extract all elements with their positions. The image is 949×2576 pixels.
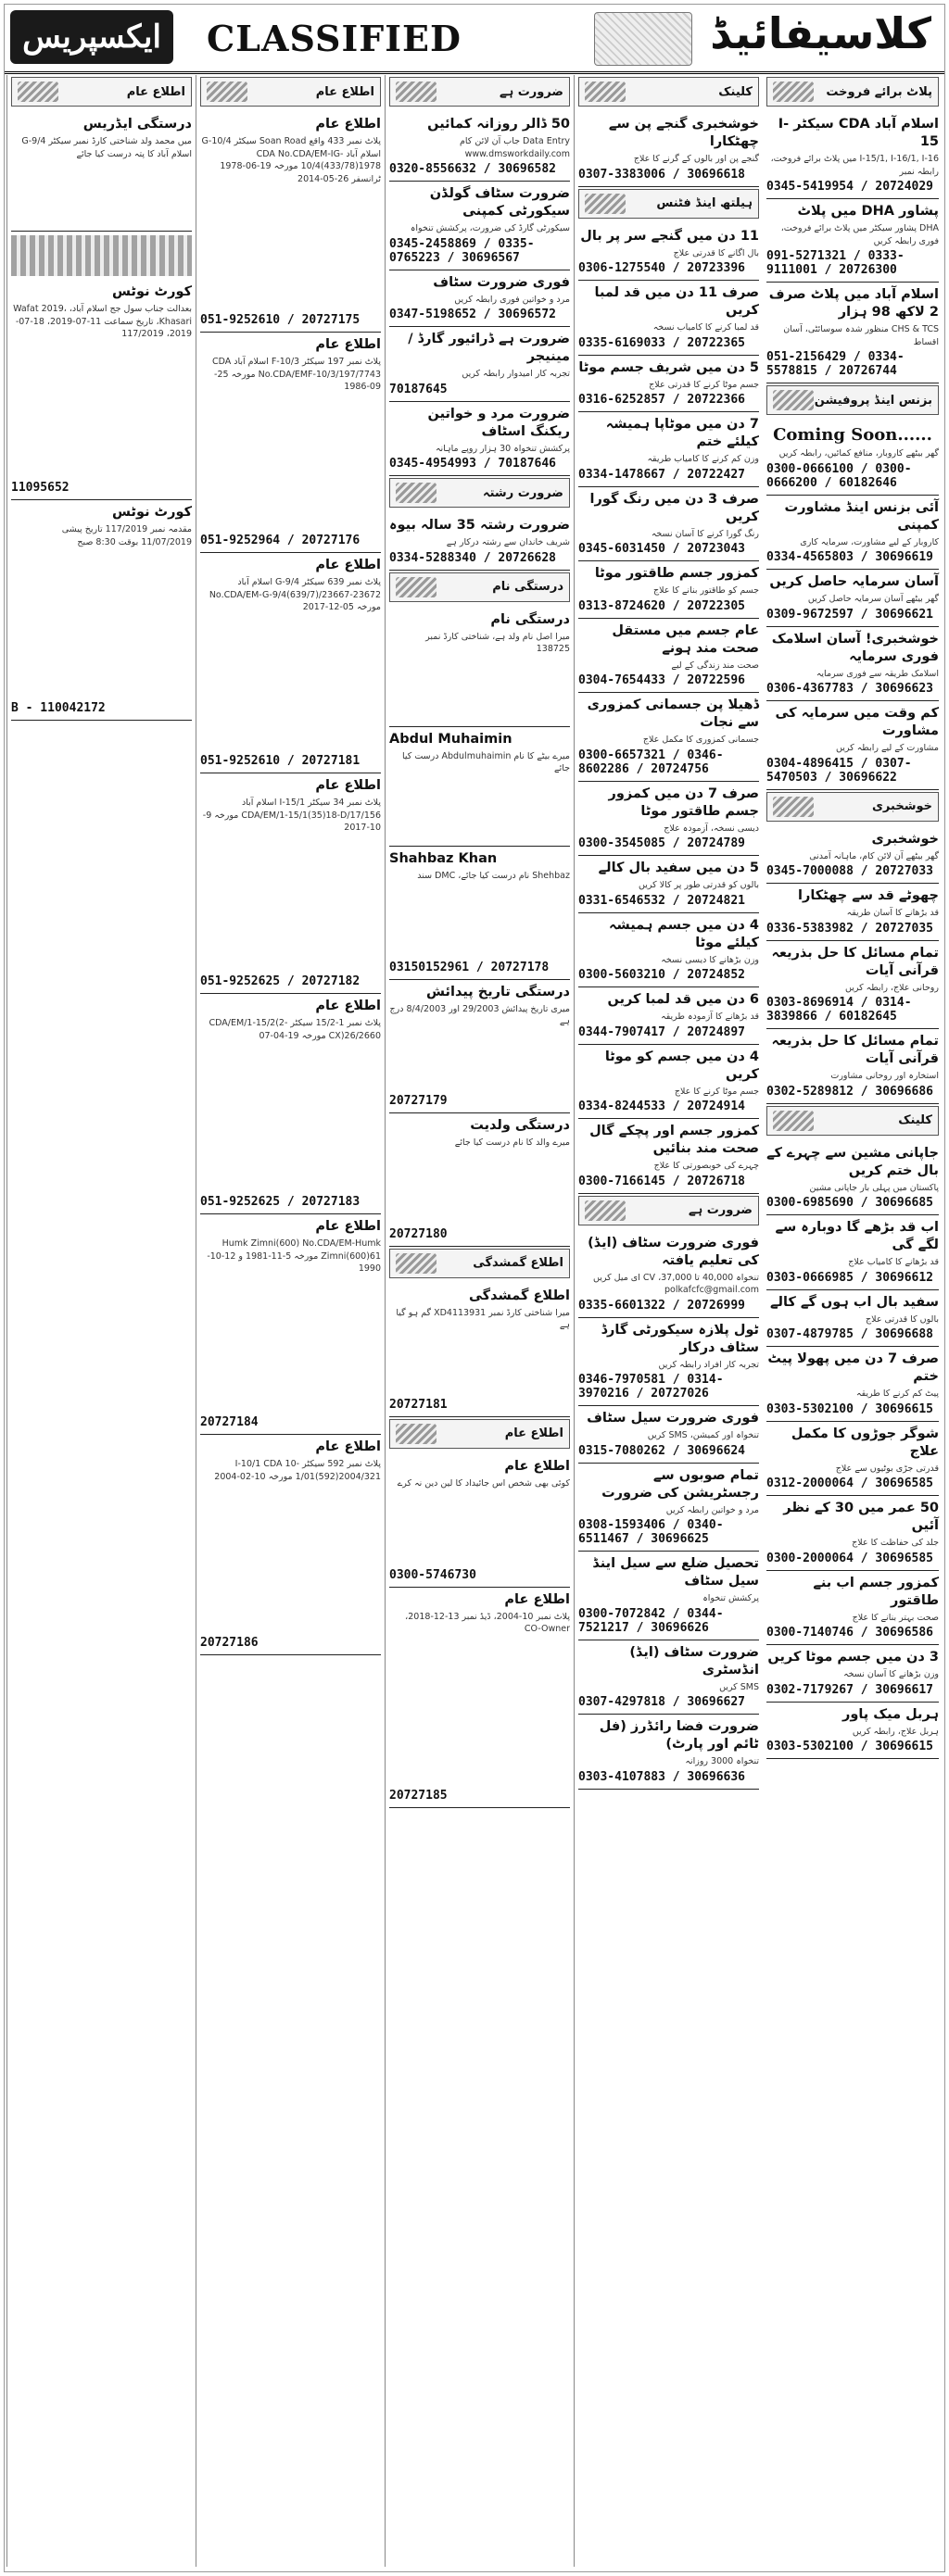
category-icon [773,390,814,410]
ad-item: خوشخبری! آسان اسلامک فوری سرمایہ اسلامک طریقہ سے فوری سرمایہ 0306-4367783 / 30696623 [766,627,939,702]
ad-item: ہربل میک پاور ہربل علاج، رابطہ کریں 0303-5302100 / 30696615 [766,1703,939,1760]
category-icon [396,82,437,102]
ad-item: Coming Soon...... گھر بیٹھے کاروبار، منافع کمائیں، رابطہ کریں 0300-0666100 / 0300-0666200 / 60182646 [766,421,939,496]
category-icon [585,1200,626,1221]
ad-item: اطلاع عام پلاٹ نمبر 592 سیکٹر I-10/1 CDA 10-1/01(592)2004/321 مورخہ 10-02-2004 20727186 [200,1435,381,1655]
ad-item: اطلاع عام پلاٹ نمبر 34 سیکٹر I-15/1 اسلام آباد CDA/EM/1-15/1(35)18-D/17/156 مورخہ 9-10-2017 051-9252625 / 20727182 [200,773,381,994]
ad-item: آئی بزنس اینڈ مشاورت کمپنی کاروبار کے لیے مشاورت، سرمایہ کاری 0334-4565803 / 30696619 [766,496,939,571]
category-header: بزنس اینڈ پروفیشن [766,385,939,415]
ad-item: فوری ضرورت سٹاف (ایڈ) کی تعلیم یافتہ تنخواہ 40,000 تا 37,000، CV ای میل کریں polkafcfc@gmail.com 0335-6601322 / 20726999 [578,1231,759,1318]
ad-item: کورٹ نوٹس بعدالت جناب سول جج اسلام آباد، Wafat 2019، Khasari، تاریخ سماعت 11-07-2019، 18-07-2019، 117/2019 11095652 [11,280,192,500]
ad-item: جاپانی مشین سے چہرے کے بال ختم کریں پاکستان میں پہلی بار جاپانی مشین 0300-6985690 / 30696685 [766,1141,939,1216]
ad-item: درستگی ایڈریس میں محمد ولد شناختی کارڈ نمبر سیکٹر G-9/4 اسلام آباد کا پتہ درست کیا جائے [11,112,192,232]
ad-item: تحصیل ضلع سے سیل اینڈ سیل سٹاف پرکشش تنخواہ 0300-7072842 / 0344-7521217 / 30696626 [578,1552,759,1640]
court-building-icon [11,235,192,276]
ad-item: فوری ضرورت سیل سٹاف تنخواہ اور کمیشن، SMS کریں 0315-7080262 / 30696624 [578,1406,759,1464]
category-icon [396,483,437,503]
ad-item: تمام مسائل کا حل بذریعہ قرآنی آیات روحانی علاج، رابطہ کریں 0303-8696914 / 0314-3839866 / 60182645 [766,941,939,1030]
ad-item: کورٹ نوٹس مقدمہ نمبر 117/2019 تاریخ پیشی 11/07/2019 بوقت 8:30 صبح B - 110042172 [11,500,192,721]
ad-item: فوری ضرورت سٹاف مرد و خواتین فوری رابطہ کریں 0347-5198652 / 30696572 [389,270,570,328]
category-header: اطلاع عام [11,77,192,107]
ad-item: ضرورت رشتہ 35 سالہ بیوہ شریف خاندان سے رشتہ درکار ہے 0334-5288340 / 20726628 [389,513,570,571]
ad-item: صرف 11 دن میں قد لمبا کریں قد لمبا کرنے کا کامیاب نسخہ 0335-6169033 / 20722365 [578,281,759,356]
category-icon [773,82,814,102]
ad-item: درستگی ولدیت میرے والد کا نام درست کیا جائے 20727180 [389,1113,570,1247]
ad-item: تمام صوبوں سے رجسٹریشن کی ضرورت مرد و خواتین رابطہ کریں 0308-1593406 / 0340-6511467 / 30696625 [578,1464,759,1552]
ad-item: تمام مسائل کا حل بذریعہ قرآنی آیات استخارہ اور روحانی مشاورت 0302-5289812 / 30696686 [766,1029,939,1104]
category-header: اطلاع عام [389,1419,570,1449]
ad-item: 5 دن میں شریف جسم موٹا جسم موٹا کرنے کا قدرتی علاج 0316-6252857 / 20722366 [578,356,759,413]
ad-item: خوشخبری گھر بیٹھے آن لائن کام، ماہانہ آمدنی 0345-7000088 / 20727033 [766,827,939,885]
classified-title-ur: کلاسیفائیڈ [710,8,931,58]
header-illustration-icon [594,12,692,66]
column-public-notices [196,75,385,2567]
ad-item: 50 ڈالر روزانہ کمائیں Data Entry جاب آن لائن کام www.dmsworkdaily.com 0320-8556632 / 30696582 [389,112,570,182]
page-header [5,5,944,74]
category-icon [585,194,626,214]
ad-item: اطلاع عام Humk Zimni(600) No.CDA/EM-Humk Zimni(600)61 مورخہ 5-11-1981 و 12-10-1990 20727184 [200,1214,381,1435]
category-header: پلاٹ برائے فروخت [766,77,939,107]
category-icon [773,1111,814,1131]
ad-item: اسلام آباد CDA سیکٹر I-15 I-15/1, I-16/1, I-16 میں پلاٹ برائے فروخت، رابطہ نمبر 0345-5419954 / 20724029 [766,112,939,199]
ad-item: 4 دن میں جسم کو موٹا کریں جسم موٹا کرنے کا علاج 0334-8244533 / 20724914 [578,1045,759,1120]
category-icon [773,797,814,817]
ad-item: 6 دن میں قد لمبا کریں قد بڑھانے کا آزمودہ طریقہ 0344-7907417 / 20724897 [578,987,759,1045]
classified-page [4,4,945,2572]
ad-item: ضرورت سٹاف (ایڈ) انڈسٹری SMS کریں 0307-4297818 / 30696627 [578,1640,759,1715]
ad-item: عام جسم میں مستقل صحت مند ہونے صحت مند زندگی کے لیے 0304-7654433 / 20722596 [578,619,759,694]
column-plots-business [763,75,943,2567]
express-logo: ایکسپریس [10,10,173,64]
column-clinic-jobs [574,75,763,2567]
ad-item: چھوٹے قد سے چھٹکارا قد بڑھانے کا آسان طریقہ 0336-5383982 / 20727035 [766,884,939,941]
ad-item: ٹول پلازہ سیکورٹی گارڈ سٹاف درکار تجربہ کار افراد رابطہ کریں 0346-7970581 / 0314-3970216 / 20727026 [578,1318,759,1407]
ad-item: اطلاع عام پلاٹ نمبر 10-2004، ڈیڈ نمبر 13-12-2018، CO-Owner 20727185 [389,1588,570,1808]
category-header: ہیلتھ اینڈ فٹنس [578,189,759,219]
ad-item: 11 دن میں گنجے سر پر بال بال اگانے کا قدرتی علاج 0306-1275540 / 20723396 [578,224,759,282]
ad-item: اطلاع عام پلاٹ نمبر 1-15/2 سیکٹر CDA/EM/1-15/2(2-CX)26/2660 مورخہ 19-04-07 051-9252625 / 20727183 [200,994,381,1214]
category-icon [585,82,626,102]
ad-item: خوشخبری گنجے پن سے چھٹکارا گنجے پن اور بالوں کے گرنے کا علاج 0307-3383006 / 30696618 [578,112,759,187]
megaphone-icon [396,1253,437,1274]
ad-item: آسان سرمایہ حاصل کریں گھر بیٹھے آسان سرمایہ حاصل کریں 0309-9672597 / 30696621 [766,570,939,627]
ad-item: 5 دن میں سفید بال کالے بالوں کو قدرتی طور پر کالا کریں 0331-6546532 / 20724821 [578,856,759,913]
ad-item: ڈھیلا پن جسمانی کمزوری سے نجات جسمانی کمزوری کا مکمل علاج 0300-6657321 / 0346-8602286 / 20724756 [578,693,759,782]
category-header: اطلاع گمشدگی [389,1249,570,1278]
ad-item: 7 دن میں موٹاپا ہمیشہ کیلئے ختم وزن کم کرنے کا کامیاب طریقہ 0334-1478667 / 20722427 [578,412,759,487]
ad-item: 50 عمر میں 30 کے نظر آئیں جلد کی حفاظت کا علاج 0300-2000064 / 30696585 [766,1496,939,1571]
category-header: ضرورت رشتہ [389,478,570,508]
ad-item: اطلاع عام پلاٹ نمبر 197 سیکٹر F-10/3 اسلام آباد CDA No.CDA/EMF-10/3/197/7743 مورخہ 25-09-1986 051-9252964 / 20727176 [200,333,381,553]
category-icon [18,82,58,102]
ad-item: ضرورت فضا رائڈرز (فل ٹائم اور پارٹ) تنخواہ 3000 روزانہ 0303-4107883 / 30696636 [578,1715,759,1790]
category-header: کلینک [766,1106,939,1136]
ad-item: صرف 7 دن میں کمزور جسم طاقتور موٹا دیسی نسخہ، آزمودہ علاج 0300-3545085 / 20724789 [578,782,759,857]
ad-item: سفید بال اب ہوں گے کالے بالوں کا قدرتی علاج 0307-4879785 / 30696688 [766,1290,939,1348]
column-court-notices [6,75,196,2567]
ad-item: درستگی تاریخ پیدائش میری تاریخ پیدائش 29/2003 اور 8/4/2003 درج ہے 20727179 [389,980,570,1113]
ad-item: کمزور جسم اب بنے طاقتور صحت بہتر بنانے کا علاج 0300-7140746 / 30696586 [766,1571,939,1646]
ad-item: پشاور DHA میں پلاٹ DHA پشاور سیکٹر میں پلاٹ برائے فروخت، فوری رابطہ کریں 091-5271321 / 0333-9111001 / 20726300 [766,199,939,283]
ad-item: Shahbaz Khan Shehbaz نام درست کیا جائے، DMC سند 03150152961 / 20727178 [389,847,570,980]
ad-item: Abdul Muhaimin میرے بیٹے کا نام Abdulmuhaimin درست کیا جائے [389,727,570,847]
ad-item: اطلاع گمشدگی میرا شناختی کارڈ نمبر XD4113931 گم ہو گیا ہے 20727181 [389,1284,570,1417]
ad-item: کمزور جسم اور پچکے گال صحت مند بنائیں چہرے کی خوبصورتی کا علاج 0300-7166145 / 20726718 [578,1119,759,1194]
category-header: اطلاع عام [200,77,381,107]
classified-title-en: CLASSIFIED [207,18,462,59]
category-header: خوشخبری [766,792,939,822]
ad-item: اطلاع عام پلاٹ نمبر 433 واقع Soan Road سیکٹر G-10/4 اسلام آباد CDA No.CDA/EM-IG-10/4(433/78)1978 مورخہ 19-06-1978 ٹرانسفر 26-05-2014 051-9252610 / 20727175 [200,112,381,333]
category-header: کلینک [578,77,759,107]
category-icon [207,82,247,102]
ad-item: صرف 3 دن میں رنگ گورا کریں رنگ گورا کرنے کا آسان نسخہ 0345-6031450 / 20723043 [578,487,759,562]
category-icon [396,1424,437,1444]
ad-item: شوگر جوڑوں کا مکمل علاج قدرتی جڑی بوٹیوں سے علاج 0312-2000064 / 30696585 [766,1422,939,1497]
ad-item: درستگی نام میرا اصل نام ولد ہے، شناختی کارڈ نمبر 138725 [389,608,570,727]
ad-item: صرف 7 دن میں پھولا پیٹ ختم پیٹ کم کرنے کا طریقہ 0303-5302100 / 30696615 [766,1347,939,1422]
ad-item: 3 دن میں جسم موٹا کریں وزن بڑھانے کا آسان نسخہ 0302-7179267 / 30696617 [766,1645,939,1703]
category-header: ضرورت ہے [389,77,570,107]
ad-item: کمزور جسم طاقتور موٹا جسم کو طاقتور بنانے کا علاج 0313-8724620 / 20722305 [578,561,759,619]
ad-item: اطلاع عام کوئی بھی شخص اس جائیداد کا لین دین نہ کرے 0300-5746730 [389,1454,570,1588]
ad-item: ضرورت مرد و خواتین ریکنگ اسٹاف پرکشش تنخواہ 30 ہزار روپے ماہانہ 0345-4954993 / 70187646 [389,402,570,477]
ad-item: اسلام آباد میں پلاٹ صرف 2 لاکھ 98 ہزار CHS & TCS منظور شدہ سوسائٹی، آسان اقساط 051-2156429 / 0334-5578815 / 20726744 [766,283,939,383]
ad-item: اب قد بڑھے گا دوبارہ سے لگے گی قد بڑھانے کا کامیاب علاج 0303-0666985 / 30696612 [766,1215,939,1290]
ad-item: کم وقت میں سرمایہ کی مشاورت مشاورت کے لیے رابطہ کریں 0304-4896415 / 0307-5470503 / 30696622 [766,701,939,790]
ad-item: 4 دن میں جسم ہمیشہ کیلئے موٹا وزن بڑھانے کا دیسی نسخہ 0300-5603210 / 20724852 [578,913,759,988]
category-header: درستگی نام [389,572,570,602]
ad-item: ضرورت سٹاف گولڈن سیکورٹی کمپنی سیکورٹی گارڈ کی ضرورت، پرکشش تنخواہ 0345-2458869 / 0335-0765223 / 30696567 [389,182,570,270]
ad-item: ضرورت ہے ڈرائیور گارڈ / مینیجر تجربہ کار امیدوار رابطہ کریں 70187645 [389,327,570,402]
ad-item: اطلاع عام پلاٹ نمبر 639 سیکٹر G-9/4 اسلام آباد No.CDA/EM-G-9/4(639/7)/23667-23672 مورخہ 05-12-2017 051-9252610 / 20727181 [200,553,381,773]
category-header: ضرورت ہے [578,1196,759,1225]
category-icon [396,577,437,597]
column-jobs-corrections [385,75,574,2567]
